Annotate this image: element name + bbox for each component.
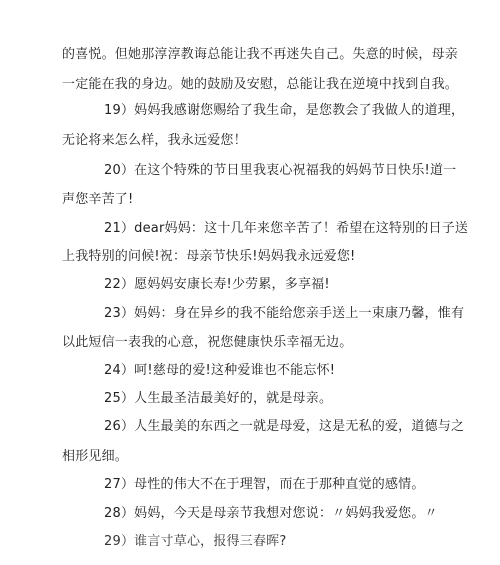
text-line: 的喜悦。但她那淳淳教诲总能让我不再迷失自己。失意的时候，母亲 — [62, 47, 459, 62]
text-line: 21）dear妈妈：这十几年来您辛苦了！希望在这特别的日子送 — [104, 221, 469, 236]
text-line: 22）愿妈妈安康长寿!少劳累，多享福! — [104, 277, 330, 292]
text-line: 相形见细。 — [62, 449, 129, 464]
text-line: 19）妈妈我感谢您赐给了我生命，是您教会了我做人的道理， — [104, 103, 465, 118]
text-line: 上我特别的问候!祝：母亲节快乐!妈妈我永远爱您! — [62, 249, 356, 264]
text-line: 29）谁言寸草心，报得三春晖? — [104, 534, 287, 549]
text-line: 23）妈妈：身在异乡的我不能给您亲手送上一束康乃馨，惟有 — [104, 306, 465, 321]
text-line: 无论将来怎么样，我永远爱您！ — [62, 133, 247, 148]
text-line: 26）人生最美的东西之一就是母爱，这是无私的爱，道德与之 — [104, 419, 465, 434]
text-line: 24）呵!慈母的爱!这种爱谁也不能忘怀! — [104, 363, 336, 378]
text-line: 20）在这个特殊的节日里我衷心祝福我的妈妈节日快乐!道一 — [104, 163, 457, 178]
text-line: 一定能在我的身边。她的鼓励及安慰，总能让我在逆境中找到自我。 — [62, 77, 459, 92]
text-line: 以此短信一表我的心意，祝您健康快乐幸福无边。 — [62, 335, 353, 350]
text-line: 28）妈妈，今天是母亲节我想对您说：〃妈妈我爱您。〃 — [104, 506, 438, 521]
text-line: 声您辛苦了! — [62, 192, 134, 207]
text-line: 27）母性的伟大不在于理智，而在于那种直觉的感情。 — [104, 477, 425, 492]
text-line: 25）人生最圣洁最美好的，就是母亲。 — [104, 391, 333, 406]
